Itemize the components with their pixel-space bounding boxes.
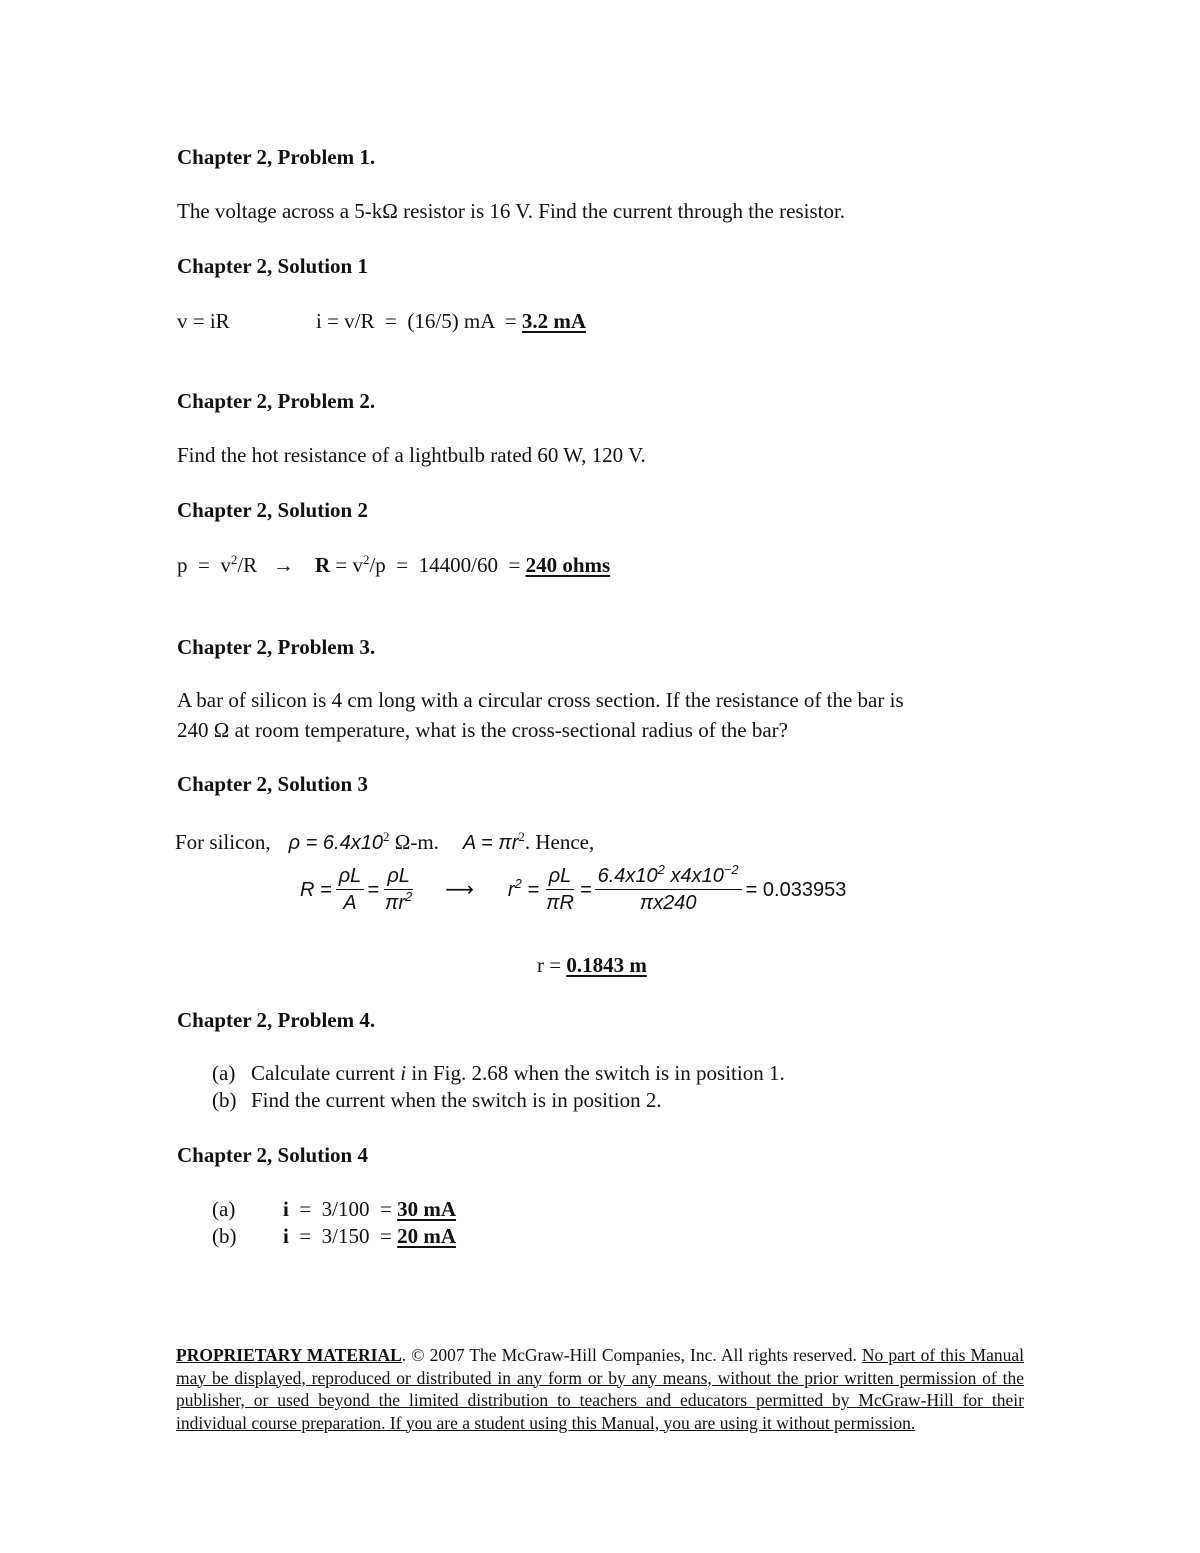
solution-3-area-eq: A = πr xyxy=(462,832,519,854)
solution-3-frac-2-exp: 2 xyxy=(405,889,413,904)
problem-2-heading: Chapter 2, Problem 2. xyxy=(177,389,376,413)
footer-copyright: . © 2007 The McGraw-Hill Companies, Inc. All rights reserved. xyxy=(401,1345,862,1365)
solution-3-r2-exp: 2 xyxy=(514,875,522,891)
solution-3-frac-4-num-a: 6.4x10 xyxy=(597,865,658,887)
solution-4-item-a-label: (a) xyxy=(212,1197,236,1221)
solution-3-frac-2-den: πr xyxy=(384,892,406,914)
solution-1-heading: Chapter 2, Solution 1 xyxy=(177,254,368,278)
solution-2-exp-2: 2 xyxy=(362,552,370,567)
solution-4-item-a xyxy=(283,1199,456,1220)
solution-3-frac-3-den: πR xyxy=(546,892,574,914)
solution-3-r-lhs: R = xyxy=(300,878,332,901)
solution-3-frac-3 xyxy=(543,866,577,913)
solution-2-r-eq: = v xyxy=(330,553,363,577)
solution-4-item-b-answer: 20 mA xyxy=(397,1224,457,1248)
solution-4-item-b-label: (b) xyxy=(212,1224,237,1248)
solution-1-eq-left: v = iR xyxy=(177,309,230,333)
proprietary-footer xyxy=(176,1344,1024,1434)
solution-2-r: R xyxy=(314,553,331,577)
solution-1-equation xyxy=(316,311,586,332)
problem-1-heading: Chapter 2, Problem 1. xyxy=(177,145,376,169)
problem-4-item-a-text-a: Calculate current xyxy=(251,1061,401,1085)
solution-2-heading: Chapter 2, Solution 2 xyxy=(177,498,368,522)
problem-4-item-b: Find the current when the switch is in position 2. xyxy=(251,1088,662,1112)
solution-2-answer: 240 ohms xyxy=(525,553,611,577)
solution-4-heading: Chapter 2, Solution 4 xyxy=(177,1143,368,1167)
solution-3-rho-eq: ρ = 6.4x10 xyxy=(288,832,383,854)
problem-4-item-b-label: (b) xyxy=(212,1088,237,1112)
solution-2-over-r: /R → xyxy=(237,553,315,577)
problem-1-text: The voltage across a 5-kΩ resistor is 16 V. Find the current through the resistor. xyxy=(177,199,846,223)
solution-3-for-silicon: For silicon, xyxy=(175,830,271,854)
solution-3-heading: Chapter 2, Solution 3 xyxy=(177,772,368,796)
solution-3-frac-1-den: A xyxy=(343,892,357,914)
solution-1-eq-mid: i = v/R = (16/5) mA = xyxy=(316,309,522,333)
solution-4-item-a-var: i xyxy=(283,1197,289,1221)
problem-4-heading: Chapter 2, Problem 4. xyxy=(177,1008,376,1032)
solution-3-arrow: ⟶ xyxy=(445,878,474,901)
solution-3-frac-1 xyxy=(336,866,365,913)
solution-3-frac-3-num: ρL xyxy=(546,866,575,890)
solution-3-frac-4-exp-1: 2 xyxy=(657,862,665,877)
solution-3-final xyxy=(537,955,647,976)
solution-4-item-b-expr: = 3/150 = xyxy=(288,1224,398,1248)
solution-2-exp-1: 2 xyxy=(230,552,238,567)
solution-1-answer: 3.2 mA xyxy=(521,309,587,333)
solution-3-frac-2-num: ρL xyxy=(384,866,413,890)
solution-3-result: = 0.033953 xyxy=(745,878,847,901)
problem-4-item-a-text-b: in Fig. 2.68 when the switch is in position 1. xyxy=(406,1061,785,1085)
solution-3-rho-unit: Ω-m. xyxy=(389,830,439,854)
problem-2-text: Find the hot resistance of a lightbulb rated 60 W, 120 V. xyxy=(177,443,646,467)
solution-3-answer: 0.1843 m xyxy=(566,953,647,977)
problem-3-heading: Chapter 2, Problem 3. xyxy=(177,635,376,659)
solution-3-area-exp: 2 xyxy=(518,829,525,844)
solution-4-item-a-answer: 30 mA xyxy=(397,1197,457,1221)
problem-3-line-2: 240 Ω at room temperature, what is the cross-sectional radius of the bar? xyxy=(177,718,788,742)
solution-3-final-prefix: r = xyxy=(537,953,567,977)
solution-3-frac-4 xyxy=(595,862,742,914)
problem-3-line-1: A bar of silicon is 4 cm long with a circular cross section. If the resistance of the bar is xyxy=(177,688,904,712)
solution-3-r2-lhs: r xyxy=(507,878,515,901)
solution-3-frac-4-exp-2: −2 xyxy=(723,862,739,877)
problem-4-item-a xyxy=(251,1063,785,1084)
solution-3-frac-1-num: ρL xyxy=(336,866,365,890)
solution-3-frac-2 xyxy=(382,866,415,913)
footer-lead: PROPRIETARY MATERIAL xyxy=(176,1345,402,1365)
solution-2-over-p: /p = 14400/60 = xyxy=(369,553,526,577)
solution-3-hence: . Hence, xyxy=(524,830,595,854)
solution-4-item-b xyxy=(283,1226,456,1247)
solution-4-item-a-expr: = 3/100 = xyxy=(288,1197,398,1221)
problem-4-item-a-label: (a) xyxy=(212,1061,236,1085)
solution-3-equation: R = $\frac{\rho L}{A}$ = $\frac{\rho L}{\pi r^2}$ ⟶ $r^2$ = $\frac{\rho L}{\pi R}$ = $\frac{6.4x10^2 x4x10^{-2}}{\pi x240}$ = 0.033953 xyxy=(300,862,847,914)
solution-3-frac-4-num-b: x4x10 xyxy=(664,865,724,887)
solution-2-p-part: p = v xyxy=(177,553,231,577)
solution-3-given xyxy=(175,829,595,854)
solution-4-item-b-var: i xyxy=(283,1224,289,1248)
footer-notice: No part of this Manual may be displayed, reproduced or distributed in any form or by any means, without the prior written permission of the publisher, or used beyond the limited distribution to teachers and educators permitted by McGraw-Hill for their individual course preparation. If you are a student using this Manual, you are using it without permission. xyxy=(176,1345,1024,1433)
problem-4-item-a-var: i xyxy=(400,1061,407,1085)
solution-3-frac-4-den: πx240 xyxy=(639,892,697,914)
solution-2-equation xyxy=(177,552,611,577)
solution-3-rho-exp: 2 xyxy=(382,829,390,844)
